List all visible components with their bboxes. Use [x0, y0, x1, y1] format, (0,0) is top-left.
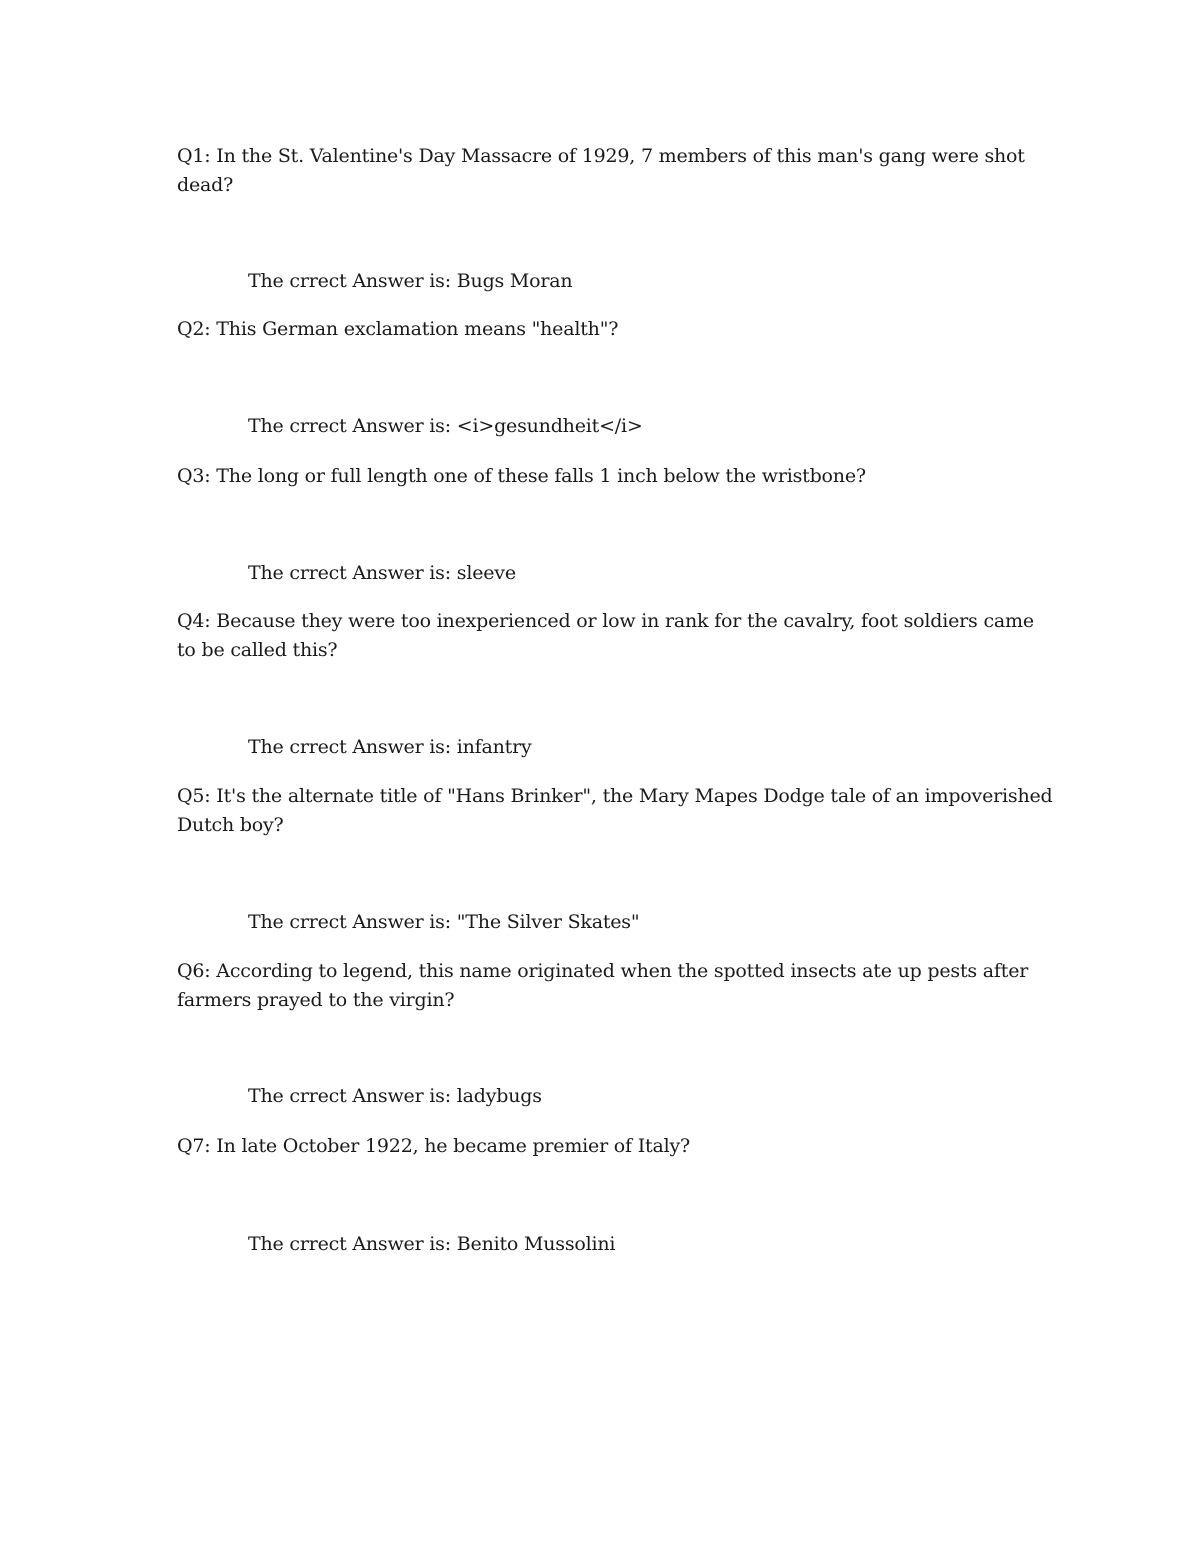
question-6-line-2: farmers prayed to the virgin? [177, 989, 455, 1011]
answer-2: The crrect Answer is: <i>gesundheit</i> [248, 415, 643, 437]
answer-4: The crrect Answer is: infantry [248, 736, 532, 758]
question-5-line-1: Q5: It's the alternate title of "Hans Brinker", the Mary Mapes Dodge tale of an impoverished [177, 785, 1053, 807]
question-1-line-2: dead? [177, 174, 234, 196]
question-1-line-1: Q1: In the St. Valentine's Day Massacre of 1929, 7 members of this man's gang were shot [177, 145, 1025, 167]
question-7-line-1: Q7: In late October 1922, he became premier of Italy? [177, 1135, 690, 1157]
question-2-line-1: Q2: This German exclamation means "health"? [177, 318, 619, 340]
question-3-line-1: Q3: The long or full length one of these falls 1 inch below the wristbone? [177, 465, 866, 487]
question-4-line-2: to be called this? [177, 639, 338, 661]
answer-3: The crrect Answer is: sleeve [248, 562, 516, 584]
answer-6: The crrect Answer is: ladybugs [248, 1085, 542, 1107]
answer-7: The crrect Answer is: Benito Mussolini [248, 1233, 616, 1255]
answer-5: The crrect Answer is: "The Silver Skates" [248, 911, 640, 933]
answer-1: The crrect Answer is: Bugs Moran [248, 270, 573, 292]
question-5-line-2: Dutch boy? [177, 814, 284, 836]
question-6-line-1: Q6: According to legend, this name originated when the spotted insects ate up pests after [177, 960, 1029, 982]
question-4-line-1: Q4: Because they were too inexperienced or low in rank for the cavalry, foot soldiers came [177, 610, 1034, 632]
